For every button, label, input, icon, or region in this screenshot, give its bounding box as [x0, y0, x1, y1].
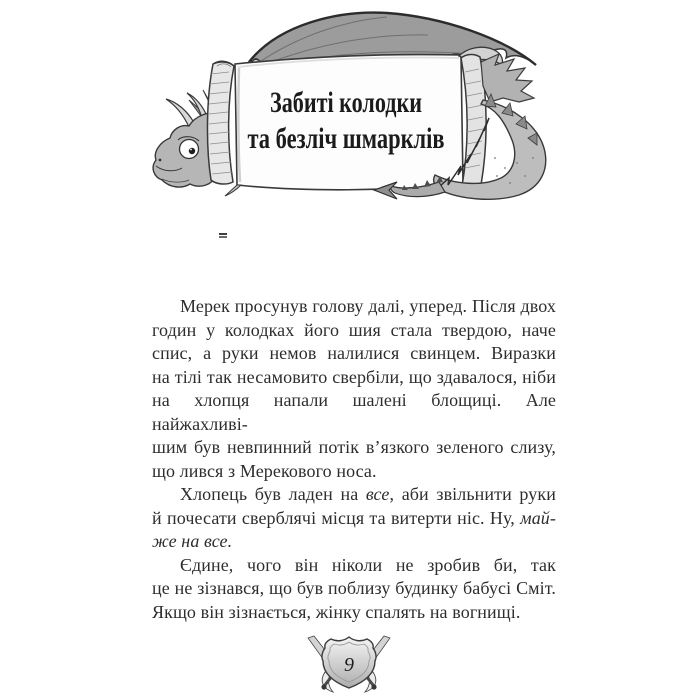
- text-segment: Хлопець був ладен на: [180, 484, 366, 504]
- emphasis-text: же на все.: [152, 531, 233, 551]
- text-line: [152, 366, 556, 390]
- dragon-eye: [180, 140, 199, 159]
- text-segment: на хлопця напали шалені блощиці. Але найжахливі-: [152, 390, 556, 434]
- text-line: [152, 601, 556, 625]
- text-line: [152, 319, 556, 343]
- page-number-emblem: [301, 627, 397, 695]
- text-segment: на тілі так несамовито свербіли, що здавалося, ніби: [152, 366, 556, 387]
- text-segment: що лився з Мерекового носа.: [152, 460, 377, 481]
- emphasis-text: май-: [520, 507, 556, 528]
- paragraph: [152, 483, 556, 554]
- text-line: [152, 554, 556, 578]
- chapter-title-line-2: та безліч шмарклів: [247, 122, 445, 155]
- dragon-nostril: [159, 159, 162, 162]
- text-segment: й почесати сверблячі місця та витерти ніс. Ну,: [152, 507, 521, 528]
- text-line: [152, 460, 556, 484]
- text-line: [152, 342, 556, 366]
- text-line: [152, 389, 556, 436]
- page-text: [152, 295, 556, 624]
- text-line: [152, 507, 556, 531]
- scroll-left-roll: [207, 61, 234, 184]
- scroll-corner-fold: [225, 185, 241, 196]
- text-segment: шим був невпинний потік в’язкого зеленого слизу,: [152, 437, 556, 457]
- text-segment: , аби звільнити руки: [389, 484, 556, 504]
- sword-left-pommel: [321, 684, 326, 689]
- paragraph: [152, 554, 556, 625]
- text-segment: годин у колодках його шия стала твердою, наче: [152, 319, 556, 340]
- text-segment: Єдине, чого він ніколи не зробив би, так: [180, 554, 556, 575]
- text-segment: Мерек просунув голову далі, уперед. Після двох: [180, 296, 556, 316]
- print-artifact: [219, 233, 227, 238]
- text-line: [152, 295, 556, 319]
- dragon-wing-arm: [481, 54, 534, 102]
- paragraph: [152, 295, 556, 483]
- chapter-title-line-1: Забиті колодки: [270, 86, 422, 119]
- text-segment: Якщо він зізнається, жінку спалять на вогнищі.: [152, 601, 521, 622]
- text-segment: це не зізнався, що був поблизу будинку бабусі Сміт.: [152, 578, 556, 598]
- text-line: [152, 530, 556, 554]
- sword-right-pommel: [371, 684, 376, 689]
- text-line: [152, 577, 556, 601]
- text-line: [152, 483, 556, 507]
- chapter-banner-illustration: [145, 8, 565, 213]
- text-segment: спис, а руки немов налилися свинцем. Виразки: [152, 343, 556, 363]
- emphasis-text: все: [365, 484, 390, 504]
- page-number: 9: [344, 654, 354, 676]
- text-line: [152, 436, 556, 460]
